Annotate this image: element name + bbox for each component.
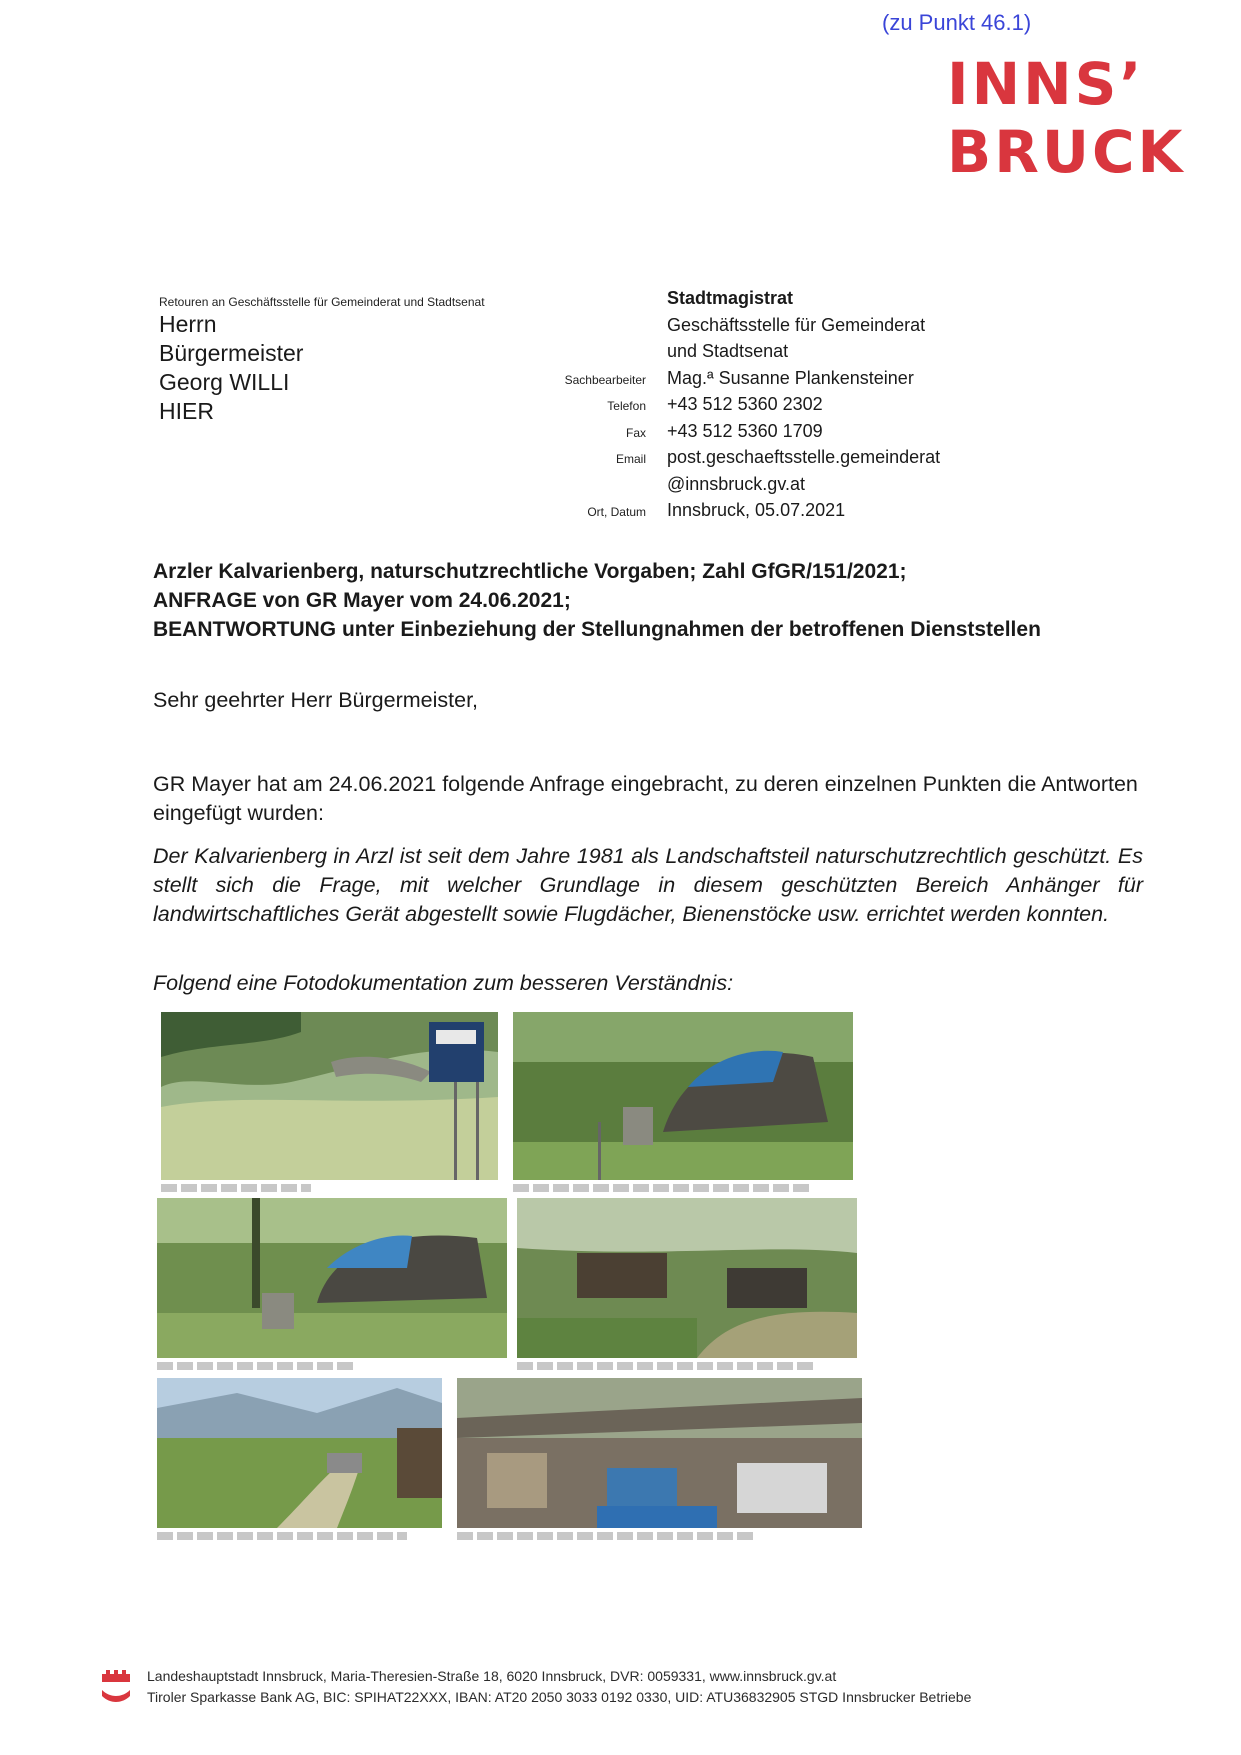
- city-emblem-icon: [100, 1670, 132, 1706]
- date-label: Ort, Datum: [587, 505, 646, 519]
- date-value: Innsbruck, 05.07.2021: [667, 500, 846, 520]
- sender-info: [520, 285, 1080, 524]
- return-address-line: Retouren an Geschäftsstelle für Gemeinderat und Stadtsenat: [159, 295, 485, 309]
- email-label: Email: [615, 452, 646, 466]
- recipient-address: [159, 310, 303, 426]
- footer-address: Landeshauptstadt Innsbruck, Maria-Theresien-Straße 18, 6020 Innsbruck, DVR: 0059331, www.innsbruck.gv.at: [147, 1668, 837, 1684]
- recipient-line: Herrn: [159, 311, 217, 337]
- photo-caption: [457, 1532, 757, 1540]
- photo-protected-area-sign: [161, 1012, 498, 1180]
- photo-woodpile-tarp: [513, 1012, 853, 1180]
- photo-caption: [157, 1362, 357, 1370]
- fax-label: Fax: [625, 425, 646, 440]
- photo-meadow-path: [157, 1378, 442, 1528]
- inquiry-quote: Der Kalvarienberg in Arzl ist seit dem Jahre 1981 als Landschaftsteil naturschutzrechtlich geschützt. Es stellt sich die Frage, mit welcher Grundlage in diesem geschützten Bereich Anhänger für landwirtschaftliches Gerät abgestellt sowie Flugdächer, Bienenstöcke usw. errichtet werden konnten.: [153, 844, 1143, 926]
- recipient-line: Bürgermeister: [159, 340, 304, 366]
- photo-caption: [161, 1184, 311, 1192]
- phone-value: +43 512 5360 2302: [667, 394, 823, 414]
- photo-documentation-heading: Folgend eine Fotodokumentation zum besseren Verständnis:: [153, 971, 734, 995]
- photo-canopy-shelter: [457, 1378, 862, 1528]
- photo-firewood-stack: [157, 1198, 507, 1358]
- fax-value: +43 512 5360 1709: [667, 420, 823, 441]
- subject-line: ANFRAGE von GR Mayer vom 24.06.2021;: [153, 589, 571, 612]
- photo-caption: [513, 1184, 813, 1192]
- photo-caption: [517, 1362, 817, 1370]
- photo-caption: [157, 1532, 407, 1540]
- innsbruck-logo: [945, 52, 1195, 182]
- footer-bank: Tiroler Sparkasse Bank AG, BIC: SPIHAT22XXX, IBAN: AT20 2050 3033 0192 0330, UID: ATU36832905 STGD Innsbrucker Betriebe: [147, 1689, 972, 1705]
- clerk-label: Sachbearbeiter: [564, 372, 646, 387]
- clerk-name: Mag.ª Susanne Plankensteiner: [667, 367, 914, 388]
- reference-note: (zu Punkt 46.1): [882, 10, 1032, 35]
- sender-dept-line-1: Geschäftsstelle für Gemeinderat: [667, 314, 926, 335]
- recipient-line: HIER: [159, 398, 214, 424]
- intro-paragraph: GR Mayer hat am 24.06.2021 folgende Anfrage eingebracht, zu deren einzelnen Punkten die Antworten eingefügt wurden:: [153, 772, 1138, 825]
- email-value-line-2: @innsbruck.gv.at: [667, 473, 805, 494]
- salutation: Sehr geehrter Herr Bürgermeister,: [153, 688, 479, 712]
- subject-line: Arzler Kalvarienberg, naturschutzrechtliche Vorgaben; Zahl GfGR/151/2021;: [153, 560, 907, 583]
- logo-line-2: BRUCK: [947, 118, 1186, 182]
- phone-label: Telefon: [607, 399, 646, 413]
- photo-parked-machine: [517, 1198, 857, 1358]
- recipient-line: Georg WILLI: [159, 369, 290, 395]
- email-value-line-1: post.geschaeftsstelle.gemeinderat: [667, 447, 941, 467]
- sender-dept-line-2: und Stadtsenat: [667, 341, 789, 361]
- subject-heading: [153, 557, 1041, 644]
- photo-documentation-collage: [157, 1008, 862, 1548]
- sender-org: Stadtmagistrat: [667, 288, 794, 308]
- logo-line-1: INNS’: [947, 52, 1145, 118]
- subject-line: BEANTWORTUNG unter Einbeziehung der Stellungnahmen der betroffenen Dienststellen: [153, 618, 1041, 641]
